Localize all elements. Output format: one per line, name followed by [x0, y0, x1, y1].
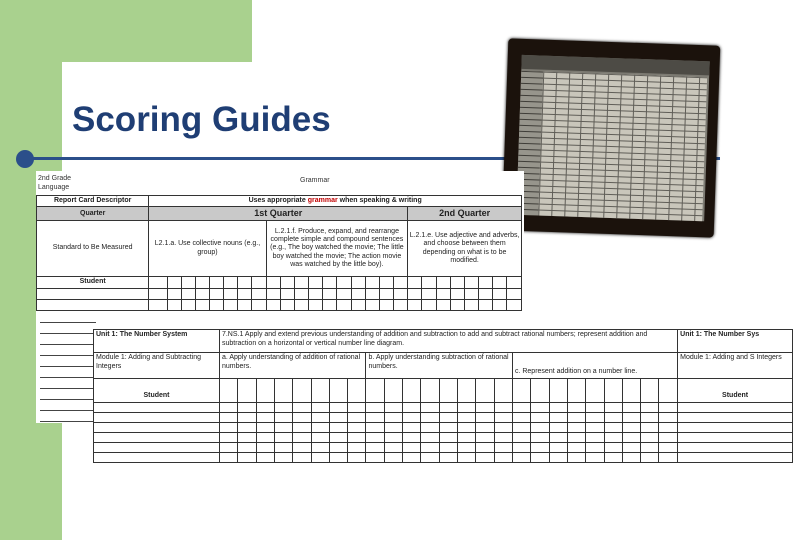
grammar-rubric-table — [36, 195, 522, 311]
module-row — [94, 353, 793, 379]
monitor-screen — [516, 55, 709, 221]
table-row — [94, 403, 793, 413]
screen-spreadsheet-grid — [538, 72, 707, 222]
table-row — [37, 289, 522, 300]
student-label-repeat: Student — [678, 379, 793, 403]
slide-title: Scoring Guides — [72, 100, 331, 139]
table-row — [94, 413, 793, 423]
subject-label: Language — [38, 184, 70, 191]
student-label: Student — [37, 277, 149, 289]
grade-label: 2nd Grade — [38, 175, 72, 182]
standard-sentences: L.2.1.f. Produce, expand, and rearrange complete simple and compound sentences (e.g., The boy watched the movie; The little boy watched the movie; The action movie was watched by the little boy). — [266, 221, 408, 277]
divider-dot — [16, 150, 34, 168]
objective-b: b. Apply understanding subtraction of rational numbers. — [366, 353, 513, 379]
standard-label: Standard to Be Measured — [37, 221, 149, 277]
number-system-table — [93, 329, 793, 463]
descriptor-label: Report Card Descriptor — [37, 196, 149, 207]
descriptor-text: Uses appropriate grammar when speaking & writing — [149, 196, 522, 207]
unit-label: Unit 1: The Number System — [94, 330, 220, 353]
quarter-2-header: 2nd Quarter — [408, 207, 522, 221]
ruled-lines — [40, 322, 96, 422]
table-row — [37, 300, 522, 311]
objective-a: a. Apply understanding of addition of rational numbers. — [219, 353, 366, 379]
table-row — [94, 423, 793, 433]
standard-row — [37, 221, 522, 277]
module-label: Module 1: Adding and Subtracting Integers — [94, 353, 220, 379]
student-header-row — [37, 277, 522, 289]
objective-c: c. Represent addition on a number line. — [512, 353, 677, 379]
number-system-rubric — [93, 329, 782, 468]
monitor-photo-icon — [502, 38, 721, 237]
table-row — [94, 443, 793, 453]
student-header-row — [94, 379, 793, 403]
unit-row — [94, 330, 793, 353]
domain-label: Grammar — [300, 177, 330, 184]
accent-block — [62, 0, 252, 62]
quarter-label: Quarter — [37, 207, 149, 221]
standard-collective-nouns: L2.1.a. Use collective nouns (e.g., group) — [149, 221, 266, 277]
standard-text: 7.NS.1 Apply and extend previous understanding of addition and subtraction to add and subtract rational numbers; represent addition and subtraction on a horizontal or vertical number line diagram. — [219, 330, 677, 353]
table-row — [94, 433, 793, 443]
module-label-repeat: Module 1: Adding and S Integers — [678, 353, 793, 379]
student-label: Student — [94, 379, 220, 403]
unit-label-repeat: Unit 1: The Number Sys — [678, 330, 793, 353]
descriptor-row — [37, 196, 522, 207]
standard-adjectives-adverbs: L.2.1.e. Use adjective and adverbs, and choose between them depending on what is to be modified. — [408, 221, 522, 277]
quarter-row — [37, 207, 522, 221]
table-row — [94, 453, 793, 463]
quarter-1-header: 1st Quarter — [149, 207, 408, 221]
